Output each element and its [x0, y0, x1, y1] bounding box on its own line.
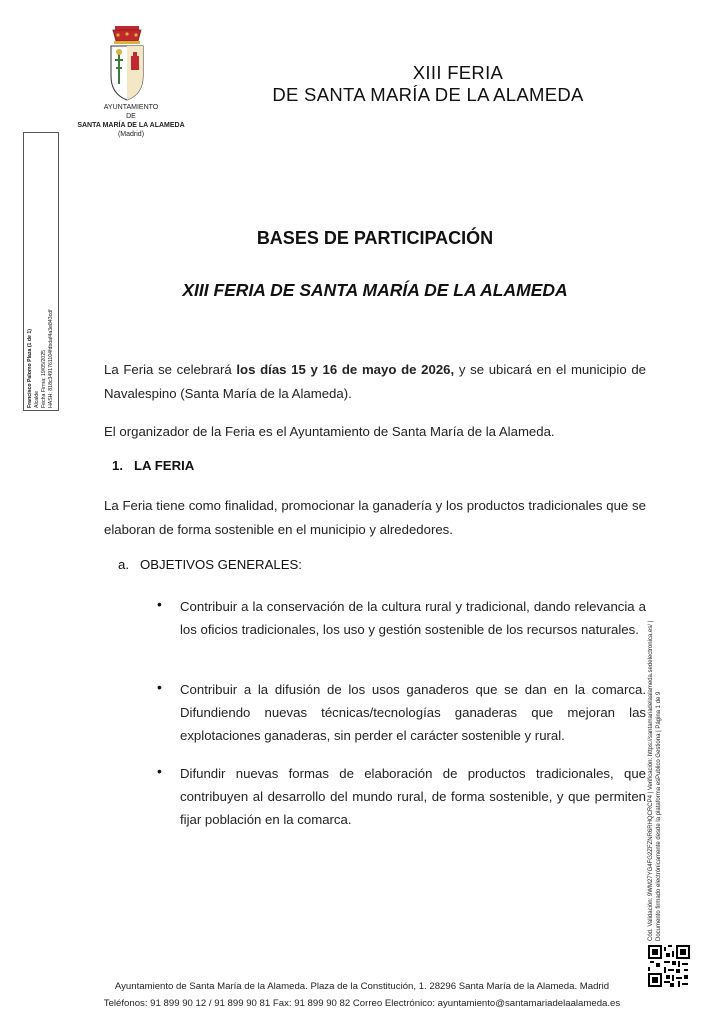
document-header	[238, 62, 618, 106]
subsection-a-title: OBJETIVOS GENERALES:	[140, 557, 302, 572]
section-1-number: 1.	[112, 458, 123, 473]
municipality-line-2: DE	[126, 113, 136, 120]
verification-text: Cód. Validación: 9WM27YG4FG2ZFZNR6RHQCRCP4 | Verificación: https://santamariadelaalameda.sedelectronica.es/ | Documento firmado electrónicamente desde la plataforma esPublico Gestiona | Página 1 de 9	[648, 620, 662, 941]
bullet-icon: •	[157, 596, 162, 612]
bullet-item-3: Difundir nuevas formas de elaboración de productos tradicionales, que contribuyen al desarrollo del mundo rural, de forma sostenible, y que permiten fijar población en la comarca.	[180, 766, 646, 827]
intro-dates: los días 15 y 16 de mayo de 2026,	[236, 362, 455, 377]
section-1-heading	[112, 458, 194, 473]
intro-paragraph-1	[104, 358, 646, 406]
intro-text-before: La Feria se celebrará	[104, 362, 237, 377]
section-1-paragraph: La Feria tiene como finalidad, promocionar la ganadería y los productos tradicionales que se elaboran de forma sostenible en el municipio y alrededores.	[104, 498, 646, 537]
page-footer	[60, 978, 664, 1012]
footer-contact: Teléfonos: 91 899 90 12 / 91 899 90 81 Fax: 91 899 90 82 Correo Electrónico: ayuntamiento@santamariadelaalameda.es	[103, 998, 621, 1009]
municipality-line-4: (Madrid)	[117, 131, 145, 138]
intro-paragraph-2: El organizador de la Feria es el Ayuntamiento de Santa María de la Alameda.	[104, 424, 555, 439]
subsection-a-label: a.	[118, 557, 129, 572]
signer-role: Alcalde	[34, 390, 40, 408]
municipality-name	[60, 103, 202, 139]
bullet-icon: •	[157, 763, 162, 779]
intro-text-after: y se ubicará en el municipio de Navalespino (Santa María de la Alameda).	[104, 362, 647, 401]
document-subtitle: XIII FERIA DE SANTA MARÍA DE LA ALAMEDA	[182, 280, 568, 300]
header-line-1: XIII FERIA	[412, 62, 504, 83]
footer-address: Ayuntamiento de Santa María de la Alameda. Plaza de la Constitución, 1. 28296 Santa María de la Alameda. Madrid	[114, 981, 610, 992]
municipality-line-1: AYUNTAMIENTO	[103, 104, 159, 111]
signer-name: Francisco Palomo Plaza (1 de 1)	[27, 329, 33, 408]
municipal-crest-logo	[104, 24, 150, 104]
municipality-line-3: SANTA MARÍA DE LA ALAMEDA	[77, 122, 185, 129]
verification-stamp	[646, 605, 706, 941]
signature-date: Fecha Firma: 19/05/2025	[41, 350, 47, 408]
bullet-icon: •	[157, 679, 162, 695]
signature-box	[23, 132, 59, 411]
bullet-item-2: Contribuir a la difusión de los usos ganaderos que se dan en la comarca. Difundiendo nuevas técnicas/tecnologías ganaderas que mejoran las explotaciones ganaderas, sin perder el carácter sostenible y rural.	[180, 682, 646, 743]
bullet-item-1: Contribuir a la conservación de la cultura rural y tradicional, dando relevancia a los oficios tradicionales, los uso y gestión sostenible de los recursos naturales.	[180, 599, 646, 637]
document-title: BASES DE PARTICIPACIÓN	[256, 228, 494, 248]
signature-hash: HASH: 818c3491761104fdbdaf4a3e843cdf	[48, 309, 54, 408]
subsection-a-heading	[118, 557, 302, 572]
header-line-2: DE SANTA MARÍA DE LA ALAMEDA	[272, 84, 584, 105]
section-1-title: LA FERIA	[134, 458, 195, 473]
